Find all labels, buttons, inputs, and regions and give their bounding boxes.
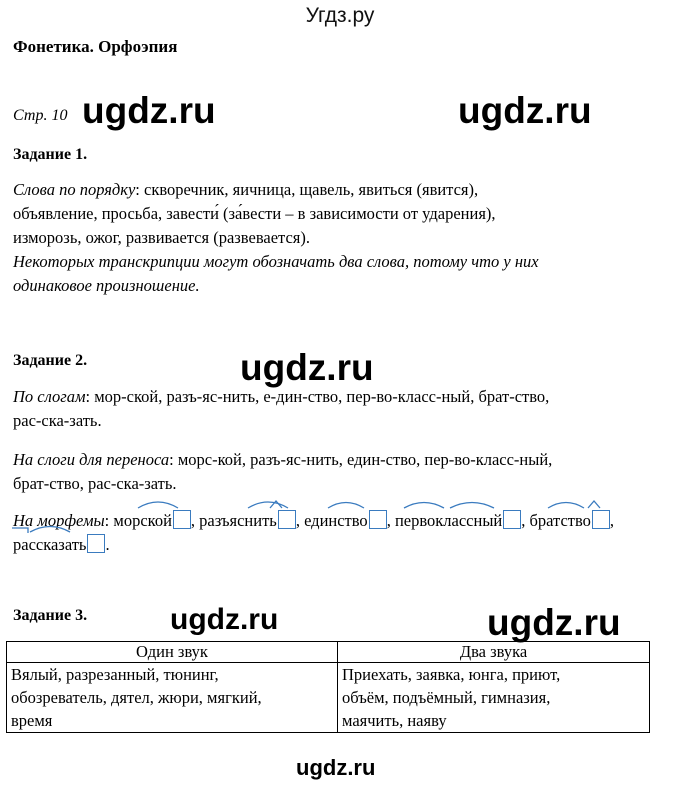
task1-title: Задание 1. [13, 146, 88, 163]
morpheme-line-2 [13, 533, 110, 557]
morph-word-bratstvo [530, 509, 610, 533]
task1-note-line1: Некоторых транскрипции могут обозначать два слова, потому что у них [13, 252, 539, 271]
morph-word-text: первоклассный [394, 511, 503, 530]
hyphen-line2: брат-ство, рас-ска-зать. [13, 474, 177, 493]
morph-word-rasskazat [13, 533, 105, 557]
task3-title: Задание 3. [13, 607, 88, 624]
watermark-5: ugdz.ru [487, 602, 621, 643]
cell-line: время [11, 711, 53, 730]
morph-word-text: морской [113, 511, 172, 530]
morph-word-razyasnit [199, 509, 296, 533]
morph-word-text: разъяснить [199, 511, 277, 530]
morph-end: . [105, 535, 110, 554]
task2-syllables [13, 385, 549, 433]
task1-line1: : скворечник, яичница, щавель, явиться (явится), [135, 180, 479, 199]
task2-title: Задание 2. [13, 352, 88, 369]
ending-box [592, 510, 610, 529]
ending-box [503, 510, 521, 529]
ending-box [278, 510, 296, 529]
header-one-sound: Один звук [7, 642, 338, 663]
cell-line: обозреватель, дятел, жюри, мягкий, [11, 688, 262, 707]
root-arc [450, 503, 494, 509]
cell-line: Вялый, разрезанный, тюнинг, [11, 665, 219, 684]
watermark-6: ugdz.ru [296, 755, 376, 780]
sounds-table [6, 641, 650, 733]
ending-box [369, 510, 387, 529]
morph-sep: , [386, 511, 395, 530]
suffix-mark [588, 501, 600, 508]
root-arc [328, 503, 364, 509]
watermark-2: ugdz.ru [458, 90, 592, 131]
morph-sep: , [521, 511, 530, 530]
cell-line: Приехать, заявка, юнга, приют, [342, 665, 561, 684]
hyphen-label: На слоги для переноса [13, 450, 170, 469]
section-title: Фонетика. Орфоэпия [13, 37, 178, 56]
cell-one-sound [7, 663, 338, 733]
root-arc [138, 502, 178, 508]
cell-line: маячить, наяву [342, 711, 447, 730]
watermark-4: ugdz.ru [170, 603, 279, 636]
morph-word-pervoklassny [395, 509, 521, 533]
hyphen-line1: : морс-кой, разъ-яс-нить, един-ство, пер-во-класс-ный, [169, 450, 553, 469]
table-header-row [7, 642, 650, 663]
morpheme-line-1 [13, 509, 614, 533]
morph-word-morskoy [113, 509, 191, 533]
morph-colon: : [104, 511, 114, 530]
morph-sep: , [190, 511, 200, 530]
morph-word-text: рассказать [13, 535, 87, 554]
ending-box [87, 534, 105, 553]
root-arc [404, 503, 444, 509]
table-row [7, 663, 650, 733]
morph-word-text: братство [529, 511, 591, 530]
task1-body [13, 178, 539, 298]
task1-note-line2: одинаковое произношение. [13, 276, 200, 295]
morph-word-text: единство [304, 511, 368, 530]
syllables-label: По слогам [13, 387, 86, 406]
morph-sep: , [295, 511, 305, 530]
watermark-3: ugdz.ru [240, 347, 374, 388]
header-two-sounds: Два звука [338, 642, 650, 663]
morph-sep: , [609, 511, 615, 530]
syllables-line1: : мор-ской, разъ-яс-нить, е-дин-ство, пер-во-класс-ный, брат-ство, [85, 387, 550, 406]
morph-label: На морфемы [13, 511, 105, 530]
task2-hyphenation [13, 448, 552, 496]
suffix-mark [270, 501, 282, 508]
watermark-1: ugdz.ru [82, 90, 216, 131]
morph-word-edinstvo [304, 509, 387, 533]
syllables-line2: рас-ска-зать. [13, 411, 102, 430]
root-arc [248, 502, 288, 508]
cell-two-sounds [338, 663, 650, 733]
task1-line3: изморозь, ожог, развивается (развевается). [13, 228, 310, 247]
page-reference: Стр. 10 [13, 107, 68, 124]
task1-intro-label: Слова по порядку [13, 180, 136, 199]
site-header: Угдз.ру [305, 4, 375, 27]
root-arc [548, 503, 584, 509]
cell-line: объём, подъёмный, гимназия, [342, 688, 551, 707]
task1-line2: объявление, просьба, завести́ (за́вести – в зависимости от ударения), [13, 204, 496, 223]
ending-box [173, 510, 191, 529]
